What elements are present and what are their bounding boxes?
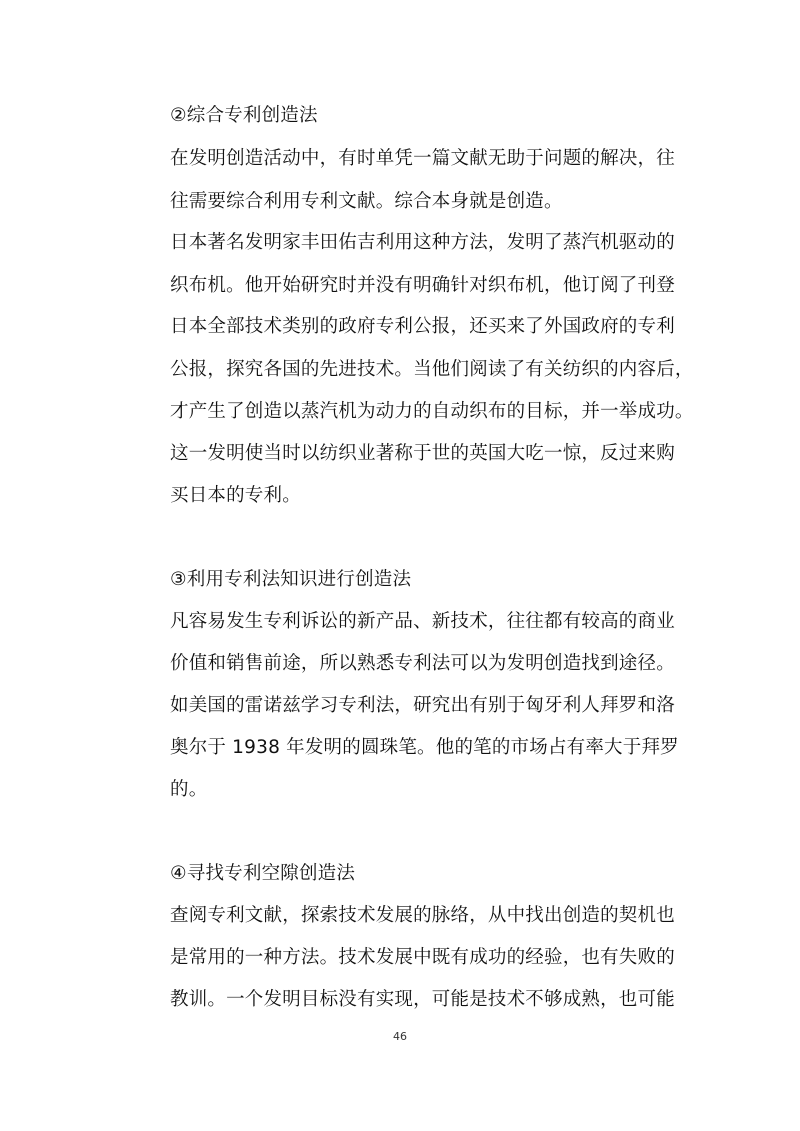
section-heading: ④寻找专利空隙创造法 [170, 863, 356, 884]
paragraph-line: 在发明创造活动中，有时单凭一篇文献无助于问题的解决，往 [170, 148, 675, 169]
paragraph-line: 买日本的专利。 [170, 485, 301, 506]
paragraph-line: 这一发明使当时以纺织业著称于世的英国大吃一惊，反过来购 [170, 443, 675, 464]
paragraph-line: 织布机。他开始研究时并没有明确针对织布机，他订阅了刊登 [170, 275, 675, 296]
paragraph-line: 公报，探究各国的先进技术。当他们阅读了有关纺织的内容后， [170, 359, 694, 380]
paragraph-line: 是常用的一种方法。技术发展中既有成功的经验，也有失败的 [170, 947, 675, 968]
paragraph-line: 价值和销售前途，所以熟悉专利法可以为发明创造找到途径。 [170, 653, 675, 674]
section-heading: ②综合专利创造法 [170, 105, 318, 126]
paragraph-line: 查阅专利文献，探索技术发展的脉络，从中找出创造的契机也 [170, 905, 675, 926]
paragraph-line: 教训。一个发明目标没有实现，可能是技术不够成熟，也可能 [170, 989, 675, 1010]
paragraph-line: 日本全部技术类别的政府专利公报，还买来了外国政府的专利 [170, 316, 675, 337]
paragraph-line: 往需要综合利用专利文献。综合本身就是创造。 [170, 191, 563, 212]
paragraph-line: 的。 [170, 779, 208, 800]
paragraph-line: 才产生了创造以蒸汽机为动力的自动织布的目标，并一举成功。 [170, 401, 694, 422]
section-heading: ③利用专利法知识进行创造法 [170, 569, 412, 590]
page-number: 46 [393, 1030, 407, 1043]
paragraph-line: 凡容易发生专利诉讼的新产品、新技术，往往都有较高的商业 [170, 611, 675, 632]
paragraph-line: 奥尔于 1938 年发明的圆珠笔。他的笔的市场占有率大于拜罗 [170, 737, 679, 758]
paragraph-line: 如美国的雷诺兹学习专利法，研究出有别于匈牙利人拜罗和洛 [170, 695, 675, 716]
paragraph-line: 日本著名发明家丰田佑吉利用这种方法，发明了蒸汽机驱动的 [170, 232, 675, 253]
